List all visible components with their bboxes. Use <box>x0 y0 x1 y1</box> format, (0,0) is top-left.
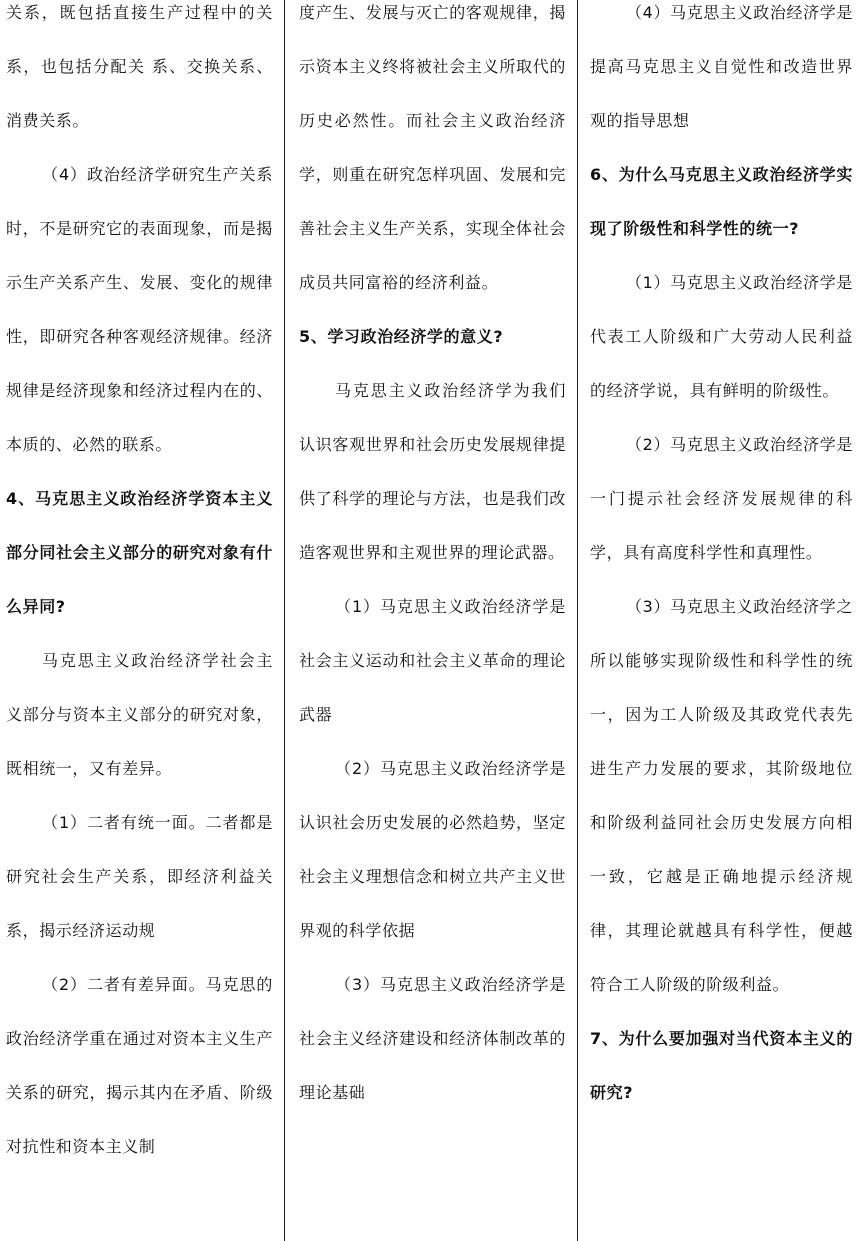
column-divider <box>577 0 578 1241</box>
paragraph: （2）二者有差异面。马克思的政治经济学重在通过对资本主义生产关系的研究，揭示其内在矛盾、阶级对抗性和资本主义制 <box>6 975 273 1156</box>
question-heading: 5、学习政治经济学的意义? <box>299 327 504 346</box>
paragraph: 度产生、发展与灭亡的客观规律，揭示资本主义终将被社会主义所取代的历史必然性。而社会主义政治经济学，则重在研究怎样巩固、发展和完善社会主义生产关系，实现全体社会成员共同富裕的经济利益。 <box>299 3 566 292</box>
text-column-1 <box>0 0 283 1241</box>
paragraph: （1）马克思主义政治经济学是社会主义运动和社会主义革命的理论武器 <box>299 597 566 724</box>
text-column-2 <box>286 0 576 1241</box>
question-heading: 6、为什么马克思主义政治经济学实现了阶级性和科学性的统一? <box>590 165 853 238</box>
question-heading: 7、为什么要加强对当代资本主义的研究? <box>590 1029 853 1102</box>
paragraph: （1）马克思主义政治经济学是代表工人阶级和广大劳动人民利益的经济学说，具有鲜明的阶级性。 <box>590 273 853 400</box>
paragraph: （4）马克思主义政治经济学是提高马克思主义自觉性和改造世界观的指导思想 <box>590 3 853 130</box>
paragraph: （3）马克思主义政治经济学之所以能够实现阶级性和科学性的统一，因为工人阶级及其政党代表先进生产力发展的要求，其阶级地位和阶级利益同社会历史发展方向相一致，它越是正确地提示经济规律，其理论就越具有科学性，便越符合工人阶级的阶级利益。 <box>590 597 853 994</box>
paragraph: （2）马克思主义政治经济学是认识社会历史发展的必然趋势，坚定社会主义理想信念和树立共产主义世界观的科学依据 <box>299 759 566 940</box>
question-heading: 4、马克思主义政治经济学资本主义部分同社会主义部分的研究对象有什么异同? <box>6 489 273 616</box>
paragraph: （3）马克思主义政治经济学是社会主义经济建设和经济体制改革的理论基础 <box>299 975 566 1102</box>
paragraph: 马克思主义政治经济学为我们认识客观世界和社会历史发展规律提供了科学的理论与方法，也是我们改造客观世界和主观世界的理论武器。 <box>299 381 566 562</box>
paragraph: （2）马克思主义政治经济学是一门提示社会经济发展规律的科学，具有高度科学性和真理性。 <box>590 435 853 562</box>
column-divider <box>284 0 285 1241</box>
text-column-3 <box>579 0 856 1241</box>
paragraph: （4）政治经济学研究生产关系时，不是研究它的表面现象，而是揭示生产关系产生、发展、变化的规律性，即研究各种客观经济规律。经济规律是经济现象和经济过程内在的、本质的、必然的联系。 <box>6 165 273 454</box>
paragraph: 关系，既包括直接生产过程中的关系，也包括分配关 系、交换关系、消费关系。 <box>6 3 273 130</box>
paragraph: （1）二者有统一面。二者都是研究社会生产关系，即经济利益关系，揭示经济运动规 <box>6 813 273 940</box>
paragraph: 马克思主义政治经济学社会主义部分与资本主义部分的研究对象，既相统一，又有差异。 <box>6 651 273 778</box>
